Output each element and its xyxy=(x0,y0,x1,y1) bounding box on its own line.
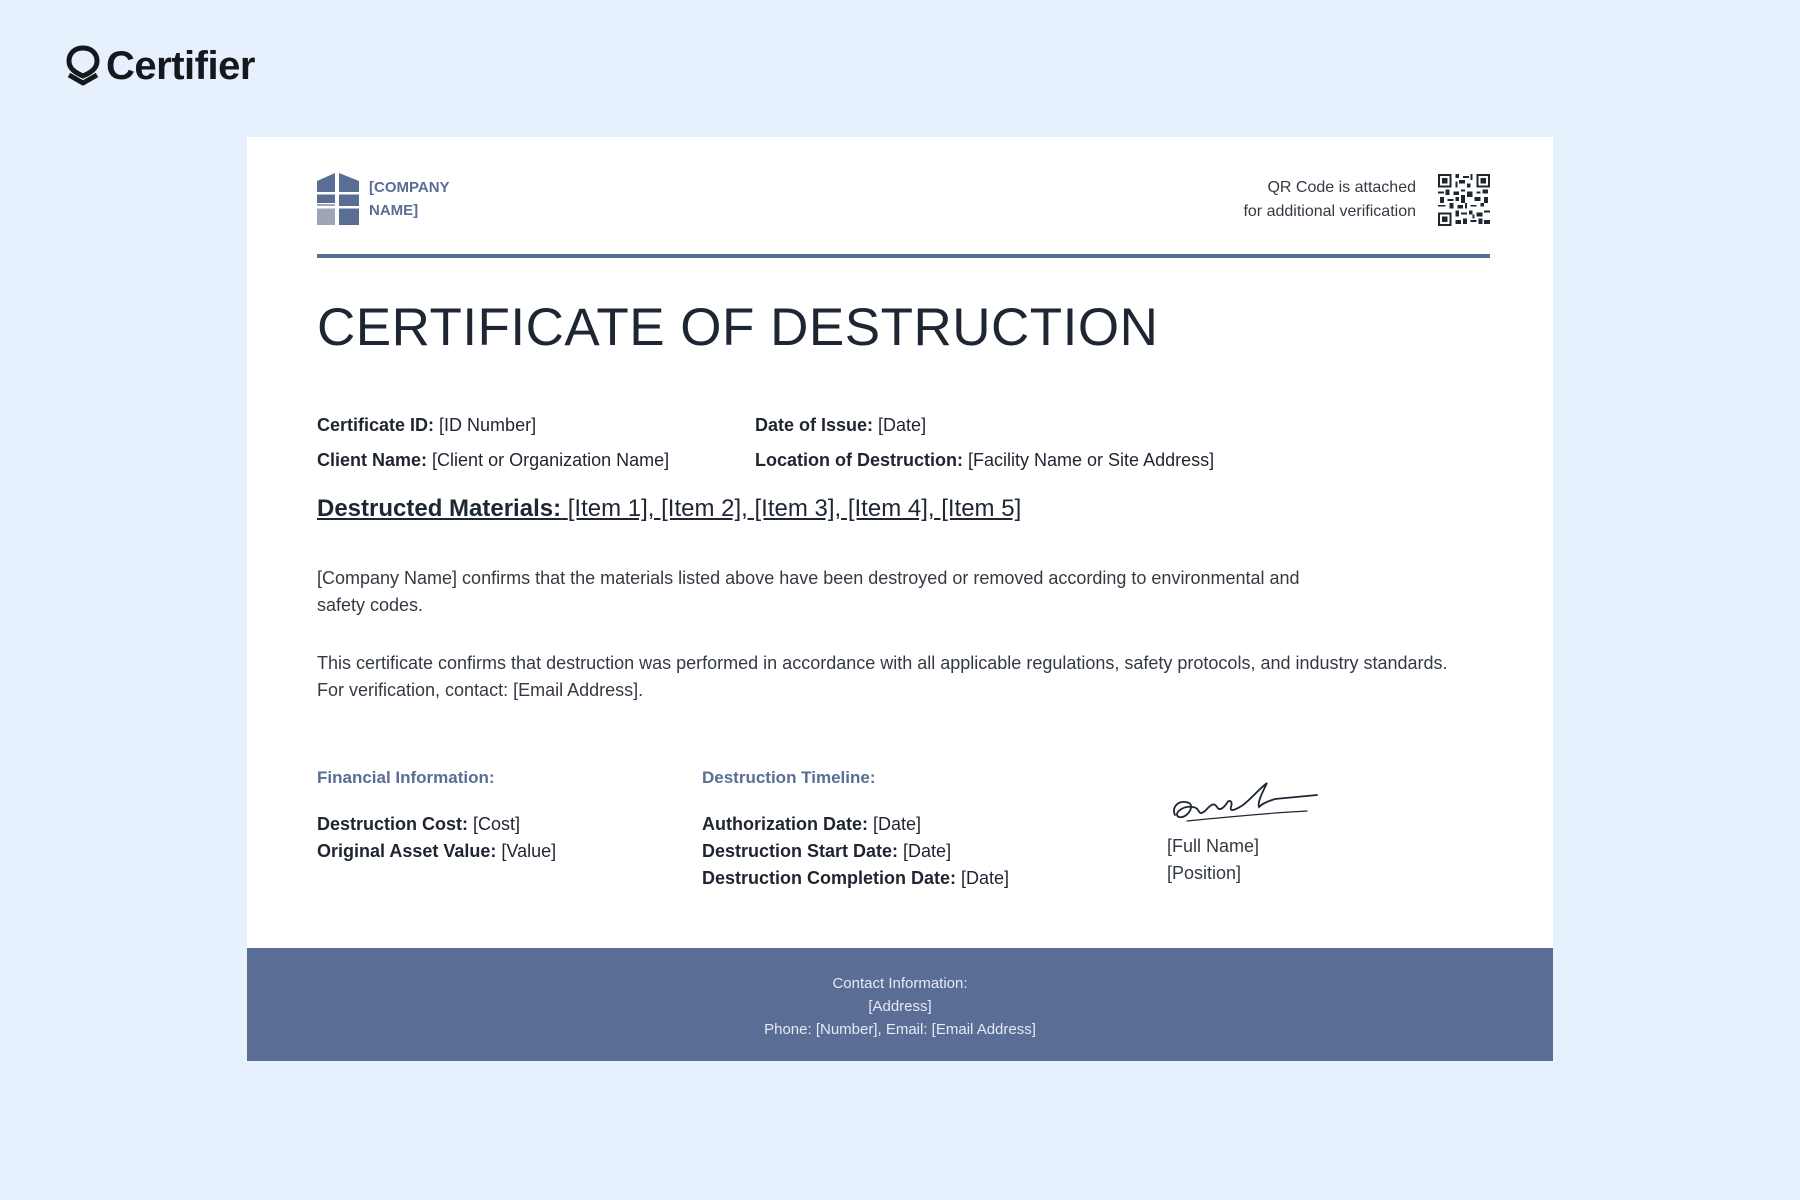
date-of-issue-label: Date of Issue: xyxy=(755,415,874,435)
authorization-date-row xyxy=(702,811,1009,838)
financial-section xyxy=(317,768,556,865)
certifier-brand xyxy=(66,44,255,89)
client-name-value: [Client or Organization Name] xyxy=(432,450,670,470)
client-name-label: Client Name: xyxy=(317,450,428,470)
asset-value-row xyxy=(317,838,556,865)
certifier-logo-icon xyxy=(66,45,100,89)
qr-code-icon xyxy=(1438,173,1490,227)
qr-block xyxy=(1243,173,1490,227)
destruction-cost-label: Destruction Cost: xyxy=(317,814,469,834)
timeline-section xyxy=(702,768,1009,892)
financial-heading: Financial Information: xyxy=(317,768,495,787)
completion-date-row xyxy=(702,865,1009,892)
certificate-id-value: [ID Number] xyxy=(439,415,537,435)
start-date-value: [Date] xyxy=(903,841,952,861)
certificate-id-row xyxy=(317,408,669,443)
materials-label: Destructed Materials: xyxy=(317,495,562,522)
materials-value: [Item 1], [Item 2], [Item 3], [Item 4], [Item 5] xyxy=(567,495,1022,522)
certificate-title: CERTIFICATE OF DESTRUCTION xyxy=(317,298,1159,357)
location-row xyxy=(755,443,1214,478)
signature-icon xyxy=(1167,777,1327,829)
signer-position: [Position] xyxy=(1167,863,1242,883)
meta-right-column xyxy=(755,408,1214,478)
location-value: [Facility Name or Site Address] xyxy=(968,450,1215,470)
certificate-header xyxy=(317,173,1490,259)
destructed-materials xyxy=(317,495,1021,523)
date-of-issue-row xyxy=(755,408,1214,443)
confirmation-paragraph: [Company Name] confirms that the materials listed above have been destroyed or removed according to environmental and safety codes. xyxy=(317,568,1300,615)
building-logo-icon xyxy=(317,173,359,225)
certificate-card xyxy=(247,137,1553,1061)
qr-note-line2: for additional verification xyxy=(1243,203,1416,220)
company-name: [COMPANY NAME] xyxy=(369,179,450,219)
completion-date-value: [Date] xyxy=(961,868,1010,888)
footer-address: [Address] xyxy=(868,998,932,1015)
asset-value-value: [Value] xyxy=(501,841,557,861)
qr-note xyxy=(1243,176,1416,224)
signature-block xyxy=(1167,777,1327,887)
timeline-heading: Destruction Timeline: xyxy=(702,768,876,787)
client-name-row xyxy=(317,443,669,478)
start-date-row xyxy=(702,838,1009,865)
destruction-cost-row xyxy=(317,811,556,838)
destruction-cost-value: [Cost] xyxy=(473,814,521,834)
footer-heading: Contact Information: xyxy=(832,975,968,992)
date-of-issue-value: [Date] xyxy=(878,415,927,435)
authorization-date-value: [Date] xyxy=(873,814,922,834)
start-date-label: Destruction Start Date: xyxy=(702,841,899,861)
compliance-paragraph: This certificate confirms that destruction was performed in accordance with all applicable regulations, safety protocols, and industry standards. For verification, contact: [Email Address]. xyxy=(317,653,1448,700)
contact-footer xyxy=(247,948,1553,1061)
company-block xyxy=(317,173,459,225)
brand-name: Certifier xyxy=(106,44,255,88)
header-divider xyxy=(317,254,1490,258)
authorization-date-label: Authorization Date: xyxy=(702,814,868,834)
certificate-id-label: Certificate ID: xyxy=(317,415,435,435)
qr-note-line1: QR Code is attached xyxy=(1267,179,1416,196)
meta-left-column xyxy=(317,408,669,478)
signer-full-name: [Full Name] xyxy=(1167,836,1260,856)
footer-contact: Phone: [Number], Email: [Email Address] xyxy=(764,1021,1036,1038)
location-label: Location of Destruction: xyxy=(755,450,963,470)
asset-value-label: Original Asset Value: xyxy=(317,841,497,861)
completion-date-label: Destruction Completion Date: xyxy=(702,868,957,888)
